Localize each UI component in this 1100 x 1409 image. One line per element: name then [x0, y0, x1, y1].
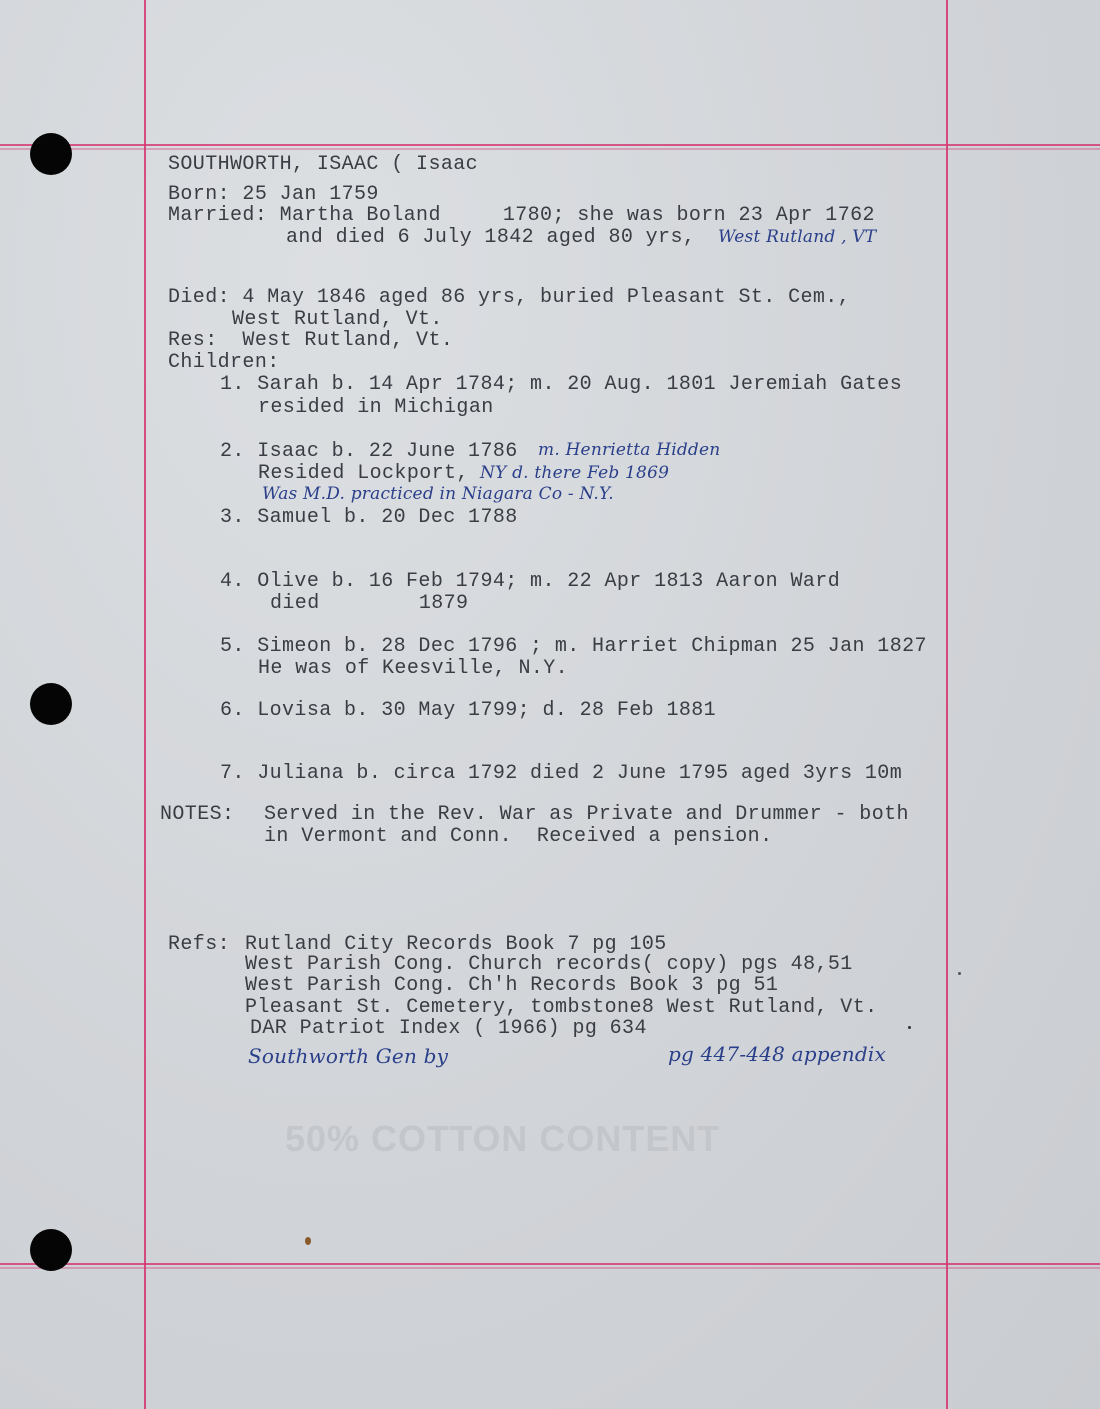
died-line: Died: 4 May 1846 aged 86 yrs, buried Pleasant St. Cem., [168, 286, 851, 309]
married-line-2: and died 6 July 1842 aged 80 yrs, [286, 226, 696, 249]
refs-label: Refs: [168, 933, 231, 956]
top-rule-line [0, 144, 1100, 146]
right-margin-line [946, 0, 948, 1409]
child-5-detail: He was of Keesville, N.Y. [258, 657, 569, 680]
child-4-detail: died 1879 [270, 592, 469, 615]
punch-hole-bottom [30, 1229, 72, 1271]
child-3-line: 3. Samuel b. 20 Dec 1788 [220, 506, 518, 529]
died-line-2: West Rutland, Vt. [232, 308, 443, 331]
ref-handwritten-pages: pg 447-448 appendix [668, 1042, 886, 1066]
watermark-text: 50% COTTON CONTENT [285, 1118, 721, 1159]
paper-speck [958, 972, 961, 975]
ref-item-1: Rutland City Records Book 7 pg 105 [245, 933, 667, 956]
paper-speck [908, 1026, 911, 1029]
child-2-line: 2. Isaac b. 22 June 1786 [220, 440, 518, 463]
child-7-line: 7. Juliana b. circa 1792 died 2 June 1795 aged 3yrs 10m [220, 762, 903, 785]
ref-item-3: West Parish Cong. Ch'h Records Book 3 pg 51 [245, 974, 779, 997]
child-6-line: 6. Lovisa b. 30 May 1799; d. 28 Feb 1881 [220, 699, 717, 722]
punch-hole-middle [30, 683, 72, 725]
married-line: Married: Martha Boland 1780; she was born 23 Apr 1762 [168, 204, 875, 227]
punch-hole-top [30, 133, 72, 175]
born-line: Born: 25 Jan 1759 [168, 183, 379, 206]
left-margin-line [144, 0, 146, 1409]
ref-item-4: Pleasant St. Cemetery, tombstone8 West Rutland, Vt. [245, 996, 878, 1019]
child-5-line: 5. Simeon b. 28 Dec 1796 ; m. Harriet Chipman 25 Jan 1827 [220, 635, 927, 658]
top-rule-line-2 [0, 148, 1100, 150]
record-name: SOUTHWORTH, ISAAC ( Isaac [168, 153, 479, 176]
notes-label: NOTES: [160, 803, 235, 826]
notes-line-1: Served in the Rev. War as Private and Drummer - both [264, 803, 909, 826]
child-2-handwritten-spouse: m. Henrietta Hidden [538, 440, 721, 460]
child-2-handwritten-occupation: Was M.D. practiced in Niagara Co - N.Y. [262, 484, 614, 504]
child-2-handwritten-death: NY d. there Feb 1869 [480, 463, 670, 483]
children-label: Children: [168, 351, 280, 374]
child-4-line: 4. Olive b. 16 Feb 1794; m. 22 Apr 1813 Aaron Ward [220, 570, 841, 593]
child-1-line: 1. Sarah b. 14 Apr 1784; m. 20 Aug. 1801 Jeremiah Gates [220, 373, 903, 396]
notes-line-2: in Vermont and Conn. Received a pension. [264, 825, 773, 848]
bottom-rule-line [0, 1263, 1100, 1265]
married-handwritten-note: West Rutland , VT [718, 227, 877, 247]
ref-item-5: DAR Patriot Index ( 1966) pg 634 [250, 1017, 647, 1040]
child-2-detail: Resided Lockport, [258, 462, 469, 485]
ref-handwritten-source: Southworth Gen by [248, 1044, 449, 1068]
residence-line: Res: West Rutland, Vt. [168, 329, 454, 352]
child-1-detail: resided in Michigan [258, 396, 494, 419]
bottom-rule-line-2 [0, 1267, 1100, 1269]
paper-speck [305, 1237, 311, 1245]
ref-item-2: West Parish Cong. Church records( copy) pgs 48,51 [245, 953, 853, 976]
